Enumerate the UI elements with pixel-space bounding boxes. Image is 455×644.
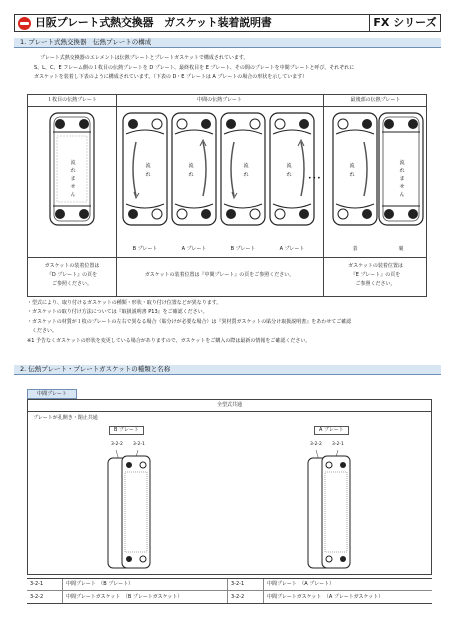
plate-b-diagram	[220, 112, 266, 226]
part-number: 3-2-2	[228, 591, 264, 603]
flow-text: 流	[70, 160, 76, 166]
svg-text:流: 流	[188, 163, 194, 169]
a-plate-gasket-drawing	[304, 450, 356, 572]
section1-heading: 1. プレート式熱交換器 伝熱プレートの構成	[14, 38, 441, 48]
gasket-diagram-box	[27, 399, 432, 575]
callout-3-2-2: 3-2-2	[310, 442, 322, 447]
section1-intro	[28, 54, 438, 83]
a-plate-label: A プレート	[314, 426, 349, 435]
plate-e-back-diagram	[378, 112, 424, 226]
part-number: 3-2-1	[27, 579, 63, 590]
svg-text:ま: ま	[70, 176, 76, 182]
svg-text:流: 流	[243, 163, 249, 169]
b-plate-label: B プレート	[109, 426, 144, 435]
plate-e-front-diagram	[332, 112, 378, 226]
svg-text:れ: れ	[286, 172, 292, 178]
svg-text:れ: れ	[243, 172, 249, 178]
plate-outline-icon	[49, 112, 95, 226]
part-name: 中間プレートガスケット （B プレートガスケット）	[63, 591, 228, 603]
position-note-middle: ガスケットの装着位置は『中間プレート』の頁をご参照ください。	[144, 272, 295, 278]
gasket-box-subtitle: プレートが孔開き・閉止共通	[33, 415, 98, 421]
note-line: ・ガスケットの取り付け方法については『取扱説明書 P13』をご確認ください。	[27, 309, 208, 316]
middle-plate-tag: 中間プレート	[27, 389, 77, 399]
plate-composition-table	[27, 94, 427, 297]
section2-heading: 2. 伝熱プレート・プレートガスケットの種類と名称	[14, 365, 441, 375]
svg-text:れ: れ	[349, 172, 355, 178]
part-name: 中間プレート （A プレート）	[267, 581, 335, 588]
table-row	[27, 579, 432, 591]
part-name: 中間プレートガスケット （A プレートガスケット）	[267, 593, 384, 600]
intro-line: ガスケットを装着し下表のように構成されています。（下表の D・E プレートは A プレートの場合の形状を示しています）	[34, 74, 308, 80]
svg-text:れ: れ	[145, 172, 151, 178]
svg-text:ま: ま	[399, 176, 405, 182]
svg-text:流: 流	[349, 163, 355, 169]
svg-text:流: 流	[399, 160, 405, 166]
plate-label: B プレート	[132, 246, 158, 252]
plate-label: A プレート	[181, 246, 207, 252]
plate-label: A プレート	[279, 246, 305, 252]
position-note-last: ガスケットの装着位置は 『E プレート』の頁を ご参照ください。	[348, 263, 403, 287]
callout-3-2-1: 3-2-1	[133, 442, 145, 447]
plate-a-diagram	[171, 112, 217, 226]
note-line: ・ガスケットの材質が１枚のプレートの左右で異なる場合（貼分けが必要な場合）は『異材質ガスケットの貼分け取扱説明書』をあわせてご確認	[27, 318, 352, 325]
gasket-box-title: 全型式共通	[216, 402, 242, 408]
parts-table	[27, 578, 432, 604]
plate-label: B プレート	[230, 246, 256, 252]
column-title-last: 最後部の伝熱プレート	[350, 97, 401, 103]
intro-line: S、L、C、E フレーム側の１枚目の伝熱プレートを D プレート、最終枚目を E プレート、その間のプレートを中間プレートと呼び、それぞれに	[34, 64, 355, 71]
part-name: 中間プレート （B プレート）	[63, 579, 228, 590]
b-plate-gasket-drawing	[104, 450, 156, 572]
callout-3-2-2: 3-2-2	[111, 442, 123, 447]
plate-a-diagram	[269, 112, 315, 226]
ellipsis: •••	[308, 175, 322, 182]
position-note-first: ガスケットの装着位置は 『D プレート』の頁を ご参照ください。	[44, 263, 100, 287]
table-row	[27, 591, 432, 603]
part-number: 3-2-1	[228, 579, 264, 590]
svg-text:ん: ん	[70, 192, 76, 198]
callout-3-2-1: 3-2-1	[332, 442, 344, 447]
svg-text:流: 流	[145, 163, 151, 169]
section1-notes	[27, 299, 442, 346]
svg-text:流: 流	[286, 163, 292, 169]
svg-text:れ: れ	[399, 168, 405, 174]
note-line: ※1 予告なくガスケットの形状を変更している場合がありますので、ガスケットをご購入の際は最新の情報をご確認ください。	[27, 337, 311, 344]
document-header	[14, 14, 441, 32]
svg-text:ん: ん	[399, 192, 405, 198]
company-logo-icon	[18, 17, 31, 30]
intro-line: プレート式熱交換器のエレメントは伝熱プレートとプレートガスケットで構成されています。	[40, 55, 249, 61]
column-title-middle: 中間の伝熱プレート	[197, 97, 242, 103]
part-number: 3-2-2	[27, 591, 63, 603]
series-label: FX シリーズ	[369, 15, 440, 31]
plate-label-back: 裏	[398, 246, 404, 252]
plate-d-diagram	[49, 112, 95, 226]
note-line: ください。	[27, 328, 58, 335]
svg-text:れ: れ	[188, 172, 194, 178]
svg-text:せ: せ	[70, 184, 76, 190]
svg-text:れ: れ	[70, 168, 76, 174]
plate-b-diagram	[122, 112, 168, 226]
svg-text:せ: せ	[399, 184, 405, 190]
document-title: 日阪プレート式熱交換器 ガスケット装着説明書	[35, 15, 272, 29]
column-title-first: １枚目の伝熱プレート	[47, 97, 97, 103]
plate-label-front: 表	[352, 246, 358, 252]
note-line: ・型式により、取り付けるガスケットの種類・形状・取り付け位置などが異なります。	[27, 300, 222, 306]
